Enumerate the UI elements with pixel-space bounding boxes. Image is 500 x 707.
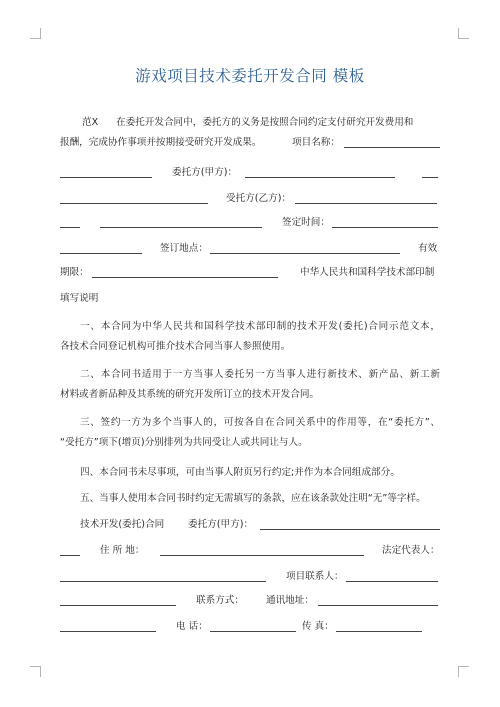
instruction-3-line-2: “受托方”项下(增页)分别排列为共同受让人或共同让与人。	[60, 437, 308, 448]
instructions-heading: 填写说明	[60, 293, 99, 304]
instruction-item-5	[60, 492, 440, 506]
crop-mark-top-right	[458, 28, 469, 39]
address-label: 住 所 地：	[100, 545, 145, 556]
crop-mark-bottom-right	[458, 666, 469, 677]
sign-place-blank[interactable]	[210, 242, 400, 254]
instruction-1-line-2: 各技术合同登记机构可推介技术合同当事人参照使用。	[60, 341, 291, 352]
instruction-item-2	[60, 368, 440, 402]
intro-line-1	[60, 116, 440, 130]
contractor-b-line	[60, 192, 440, 206]
instruction-3-line-1: 三、签约一方为多个当事人的，可按各自在合同关系中的作用等，在“委托方”、	[80, 417, 440, 428]
crop-mark-top-left	[30, 28, 41, 39]
address-line	[60, 544, 440, 558]
mail-address-blank[interactable]	[318, 594, 438, 606]
project-name-blank[interactable]	[344, 136, 440, 148]
contact-method-label: 联系方式：	[196, 595, 244, 606]
period-line	[60, 266, 440, 280]
blank[interactable]	[60, 166, 152, 178]
instruction-item-4	[60, 466, 440, 480]
instructions-heading-line	[60, 292, 440, 306]
instruction-item-1	[60, 320, 440, 354]
instruction-4-line-1: 四、本合同书未尽事项，可由当事人附页另行约定;并作为本合同组成部分。	[80, 467, 400, 478]
instruction-item-3	[60, 416, 440, 450]
contract-client-a-blank[interactable]	[260, 518, 440, 530]
fax-label: 传 真：	[302, 621, 334, 632]
project-contact-blank[interactable]	[346, 570, 438, 582]
printer-text: 中华人民共和国科学技术部印制	[300, 267, 435, 278]
project-name-label: 项目名称：	[292, 137, 340, 148]
valid-label: 有效	[418, 243, 438, 254]
intro-text-1: 在委托开发合同中，委托方的义务是按照合同约定支付研究开发费用和	[116, 117, 414, 128]
contract-type: 技术开发(委托)合同	[80, 519, 165, 530]
contract-client-a-label: 委托方(甲方)：	[188, 519, 254, 530]
contractor-b-label: 受托方(乙方)：	[226, 193, 292, 204]
document-title: 游戏项目技术委托开发合同 模板	[135, 67, 365, 85]
instruction-2-line-1: 二、本合同书适用于一方当事人委托另一方当事人进行新技术、新产品、新工新	[80, 369, 440, 380]
blank[interactable]	[60, 544, 80, 556]
blank[interactable]	[60, 570, 266, 582]
fax-blank[interactable]	[336, 620, 422, 632]
phone-blank[interactable]	[210, 620, 296, 632]
sign-place-label: 签订地点：	[160, 243, 208, 254]
sign-time-blank[interactable]	[332, 216, 438, 228]
project-contact-line	[60, 570, 440, 584]
blank[interactable]	[422, 166, 438, 178]
address-blank[interactable]	[160, 544, 364, 556]
sign-place-line	[60, 242, 440, 256]
period-label: 期限：	[60, 267, 89, 278]
blank[interactable]	[60, 216, 80, 228]
template-label: 范X	[82, 117, 99, 128]
mail-address-label: 通讯地址：	[266, 595, 314, 606]
blank[interactable]	[100, 216, 262, 228]
blank[interactable]	[60, 620, 156, 632]
sign-time-label: 签定时间：	[282, 217, 330, 228]
blank[interactable]	[60, 192, 208, 204]
phone-label: 电 话：	[176, 621, 208, 632]
crop-mark-bottom-left	[30, 666, 41, 677]
blank[interactable]	[60, 594, 176, 606]
phone-fax-line	[60, 620, 440, 634]
client-a-line	[60, 166, 440, 180]
client-a-label: 委托方(甲方)：	[172, 167, 238, 178]
instruction-2-line-2: 材料或者新品种及其系统的研究开发所订立的技术开发合同。	[60, 389, 320, 400]
contact-method-line	[60, 594, 440, 608]
blank[interactable]	[60, 242, 142, 254]
sign-time-line	[60, 216, 440, 230]
project-contact-label: 项目联系人：	[286, 571, 344, 582]
legal-rep-label: 法定代表人：	[382, 545, 440, 556]
intro-text-2: 报酬，完成协作事项并按期接受研究开发成果。	[60, 137, 262, 148]
contract-type-line	[60, 518, 440, 532]
intro-line-2	[60, 136, 440, 150]
contractor-b-blank[interactable]	[295, 192, 437, 204]
instruction-1-line-1: 一、本合同为中华人民共和国科学技术部印制的技术开发(委托)合同示范文本，	[80, 321, 440, 332]
instruction-5-line-1: 五、当事人使用本合同书时约定无需填写的条款，应在该条款处注明“无”等字样。	[80, 493, 426, 504]
period-blank[interactable]	[92, 266, 278, 278]
client-a-blank[interactable]	[245, 166, 395, 178]
